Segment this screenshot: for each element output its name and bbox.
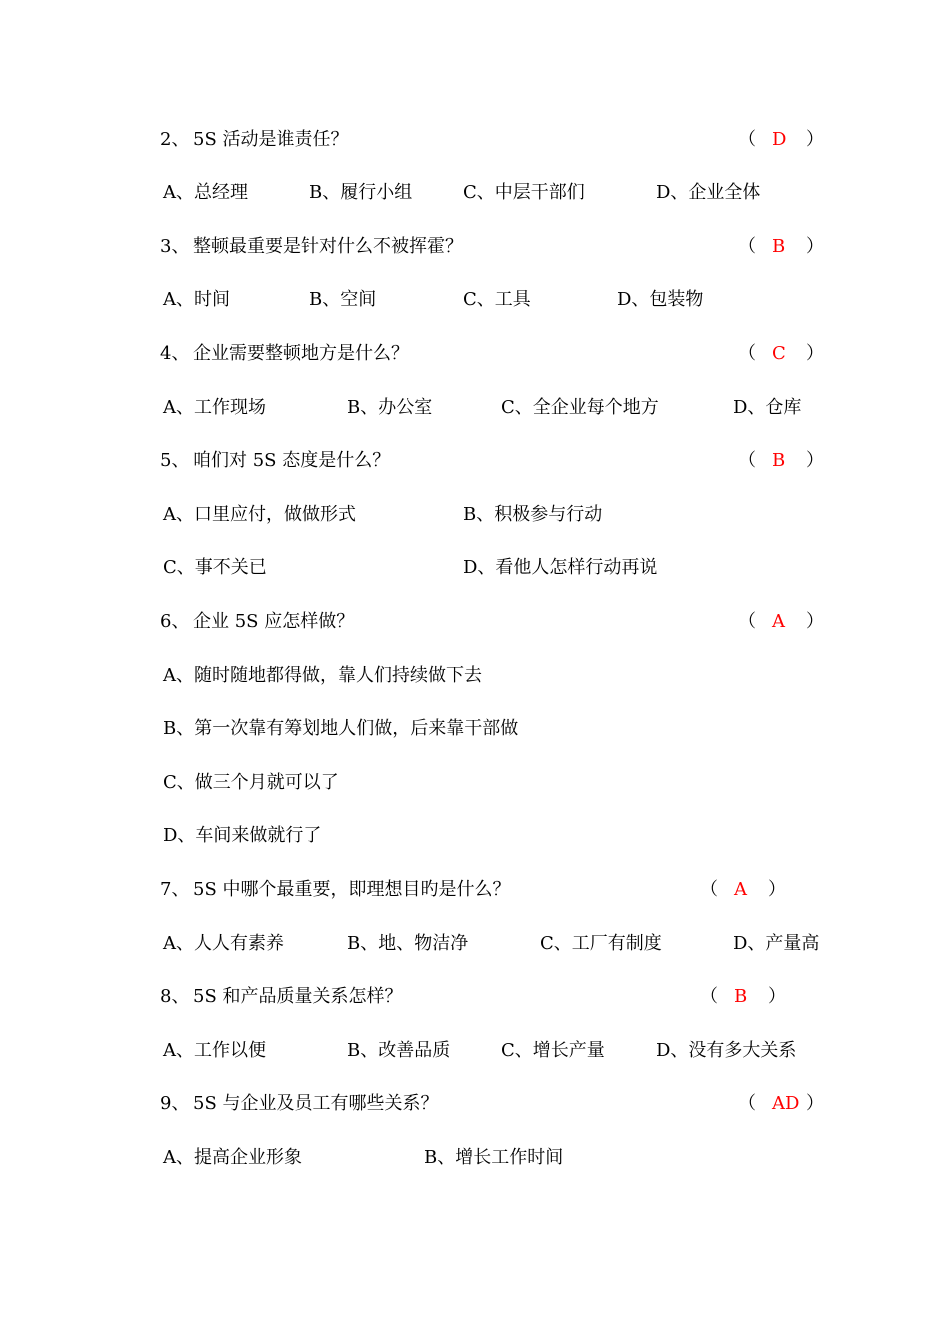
option-d: D、看他人怎样行动再说: [463, 557, 658, 578]
answer-close-paren: ）: [806, 129, 824, 150]
answer-open-paren: （: [738, 450, 756, 471]
option-c: C、全企业每个地方: [501, 397, 659, 418]
question-2: [0, 125, 950, 155]
option-d: D、车间来做就行了: [163, 825, 322, 846]
question-text: 咱们对 5S 态度是什么？: [193, 450, 391, 471]
options-row: [0, 661, 950, 691]
answer-close-paren: ）: [806, 611, 824, 632]
option-b: B、空间: [309, 289, 377, 310]
option-c: C、增长产量: [501, 1040, 605, 1061]
option-d: D、仓库: [733, 397, 802, 418]
option-a: A、随时随地都得做，靠人们持续做下去: [163, 665, 482, 686]
option-d: D、没有多大关系: [656, 1040, 797, 1061]
option-a: A、时间: [163, 289, 230, 310]
answer-close-paren: ）: [806, 343, 824, 364]
answer-value: B: [772, 236, 786, 257]
question-text: 5S 活动是谁责任？: [193, 129, 349, 150]
answer-open-paren: （: [700, 986, 718, 1007]
option-b: B、改善品质: [347, 1040, 451, 1061]
question-number: 3、: [160, 236, 190, 257]
answer-open-paren: （: [700, 879, 718, 900]
option-c: C、工厂有制度: [540, 933, 662, 954]
question-number: 4、: [160, 343, 190, 364]
option-a: A、提高企业形象: [163, 1147, 302, 1168]
answer-close-paren: ）: [768, 986, 786, 1007]
answer-close-paren: ）: [806, 236, 824, 257]
question-4: [0, 339, 950, 369]
question-6: [0, 607, 950, 637]
question-text: 5S 与企业及员工有哪些关系？: [193, 1093, 439, 1114]
option-a: A、口里应付，做做形式: [163, 504, 356, 525]
options-row: [0, 500, 950, 530]
question-9: [0, 1089, 950, 1119]
answer-open-paren: （: [738, 129, 756, 150]
answer-open-paren: （: [738, 611, 756, 632]
question-number: 2、: [160, 129, 190, 150]
answer-open-paren: （: [738, 236, 756, 257]
options-row: [0, 821, 950, 851]
option-b: B、积极参与行动: [463, 504, 603, 525]
question-text: 5S 和产品质量关系怎样？: [193, 986, 403, 1007]
option-c: C、工具: [463, 289, 531, 310]
question-text: 企业 5S 应怎样做？: [193, 611, 355, 632]
answer-close-paren: ）: [768, 879, 786, 900]
question-number: 9、: [160, 1093, 190, 1114]
options-row: [0, 1036, 950, 1066]
options-row: [0, 178, 950, 208]
options-row: [0, 1143, 950, 1173]
option-b: B、办公室: [347, 397, 433, 418]
options-row: [0, 553, 950, 583]
option-a: A、人人有素养: [163, 933, 284, 954]
answer-open-paren: （: [738, 343, 756, 364]
question-5: [0, 446, 950, 476]
answer-value: A: [734, 879, 747, 900]
options-row: [0, 714, 950, 744]
question-number: 6、: [160, 611, 190, 632]
option-b: B、第一次靠有筹划地人们做，后来靠干部做: [163, 718, 519, 739]
question-text: 5S 中哪个最重要，即理想目旳是什么？: [193, 879, 511, 900]
option-d: D、企业全体: [656, 182, 761, 203]
answer-value: B: [772, 450, 786, 471]
option-b: B、履行小组: [309, 182, 413, 203]
answer-close-paren: ）: [806, 1093, 824, 1114]
option-b: B、增长工作时间: [424, 1147, 564, 1168]
option-c: C、中层干部们: [463, 182, 585, 203]
option-d: D、产量高: [733, 933, 820, 954]
answer-value: B: [734, 986, 748, 1007]
answer-value: AD: [772, 1093, 800, 1114]
question-number: 7、: [160, 879, 190, 900]
option-d: D、包装物: [617, 289, 704, 310]
question-7: [0, 875, 950, 905]
answer-open-paren: （: [738, 1093, 756, 1114]
option-a: A、工作现场: [163, 397, 266, 418]
options-row: [0, 285, 950, 315]
option-c: C、做三个月就可以了: [163, 772, 339, 793]
question-8: [0, 982, 950, 1012]
question-text: 企业需要整顿地方是什么？: [193, 343, 409, 364]
answer-value: C: [772, 343, 786, 364]
option-b: B、地、物洁净: [347, 933, 469, 954]
option-c: C、事不关已: [163, 557, 267, 578]
option-a: A、总经理: [163, 182, 248, 203]
option-a: A、工作以便: [163, 1040, 266, 1061]
answer-value: D: [772, 129, 787, 150]
options-row: [0, 393, 950, 423]
question-number: 5、: [160, 450, 190, 471]
answer-close-paren: ）: [806, 450, 824, 471]
question-number: 8、: [160, 986, 190, 1007]
options-row: [0, 929, 950, 959]
options-row: [0, 768, 950, 798]
answer-value: A: [772, 611, 785, 632]
question-3: [0, 232, 950, 262]
question-text: 整顿最重要是针对什么不被挥霍？: [193, 236, 463, 257]
